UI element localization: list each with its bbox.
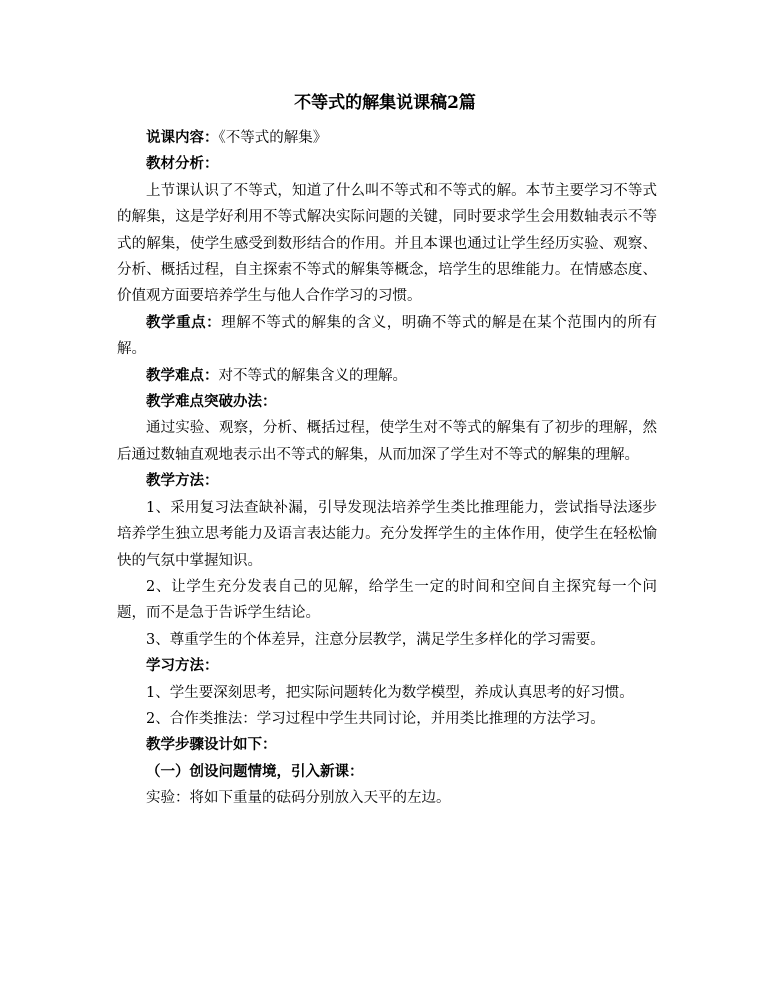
- heading-step-1: （一）创设问题情境，引入新课：: [146, 762, 364, 780]
- paragraph-learning-1: 1、学生要深刻思考，把实际问题转化为数学模型，养成认真思考的好习惯。: [146, 684, 634, 701]
- label-teaching-focus: 教学重点：: [146, 313, 222, 331]
- paragraph-method-2: 2、让学生充分发表自己的见解，给学生一定的时间和空间自主探究每一个问题，而不是急于告诉学生结论。: [117, 578, 657, 622]
- label-teaching-difficulty: 教学难点：: [146, 366, 219, 384]
- document-body: [117, 125, 657, 812]
- label-lecture-content: 说课内容：: [146, 129, 219, 146]
- heading-learning-methods: 学习方法：: [146, 657, 219, 675]
- text-teaching-difficulty: 对不等式的解集含义的理解。: [218, 367, 407, 384]
- paragraph-teaching-focus: [117, 310, 657, 363]
- heading-material-analysis: 教材分析：: [146, 155, 219, 173]
- heading-teaching-methods: 教学方法：: [146, 472, 219, 490]
- paragraph-method-3: 3、尊重学生的个体差异，注意分层教学，满足学生多样化的学习需要。: [146, 631, 605, 648]
- document-title: 不等式的解集说课稿2篇: [294, 93, 476, 113]
- text-teaching-focus: 理解不等式的解集的含义，明确不等式的解是在某个范围内的所有解。: [117, 314, 658, 358]
- paragraph-teaching-difficulty: [117, 363, 657, 389]
- paragraph-material-analysis: 上节课认识了不等式，知道了什么叫不等式和不等式的解。本节主要学习不等式的解集，这是学好利用不等式解决实际问题的关键，同时要求学生会用数轴表示不等式的解集，使学生感受到数形结合的作用。并且本课也通过让学生经历实验、观察、分析、概括过程，自主探索不等式的解集等概念，培学生的思维能力。在情感态度、价值观方面要培养学生与他人合作学习的习惯。: [117, 182, 657, 305]
- paragraph-difficulty-solution: 通过实验、观察，分析、概括过程，使学生对不等式的解集有了初步的理解，然后通过数轴直观地表示出不等式的解集，从而加深了学生对不等式的解集的理解。: [117, 420, 657, 463]
- text-lecture-content: 《不等式的解集》: [218, 130, 328, 146]
- heading-difficulty-solution: 教学难点突破办法：: [146, 393, 277, 411]
- paragraph-lecture-content: [117, 125, 657, 151]
- paragraph-learning-2: 2、合作类推法：学习过程中学生共同讨论，并用类比推理的方法学习。: [146, 710, 605, 727]
- heading-teaching-steps: 教学步骤设计如下：: [146, 736, 277, 754]
- paragraph-experiment: 实验：将如下重量的砝码分别放入天平的左边。: [146, 790, 451, 807]
- paragraph-method-1: 1、采用复习法查缺补漏，引导发现法培养学生类比推理能力，尝试指导法逐步培养学生独立思考能力及语言表达能力。充分发挥学生的主体作用，使学生在轻松愉快的气氛中掌握知识。: [117, 499, 657, 569]
